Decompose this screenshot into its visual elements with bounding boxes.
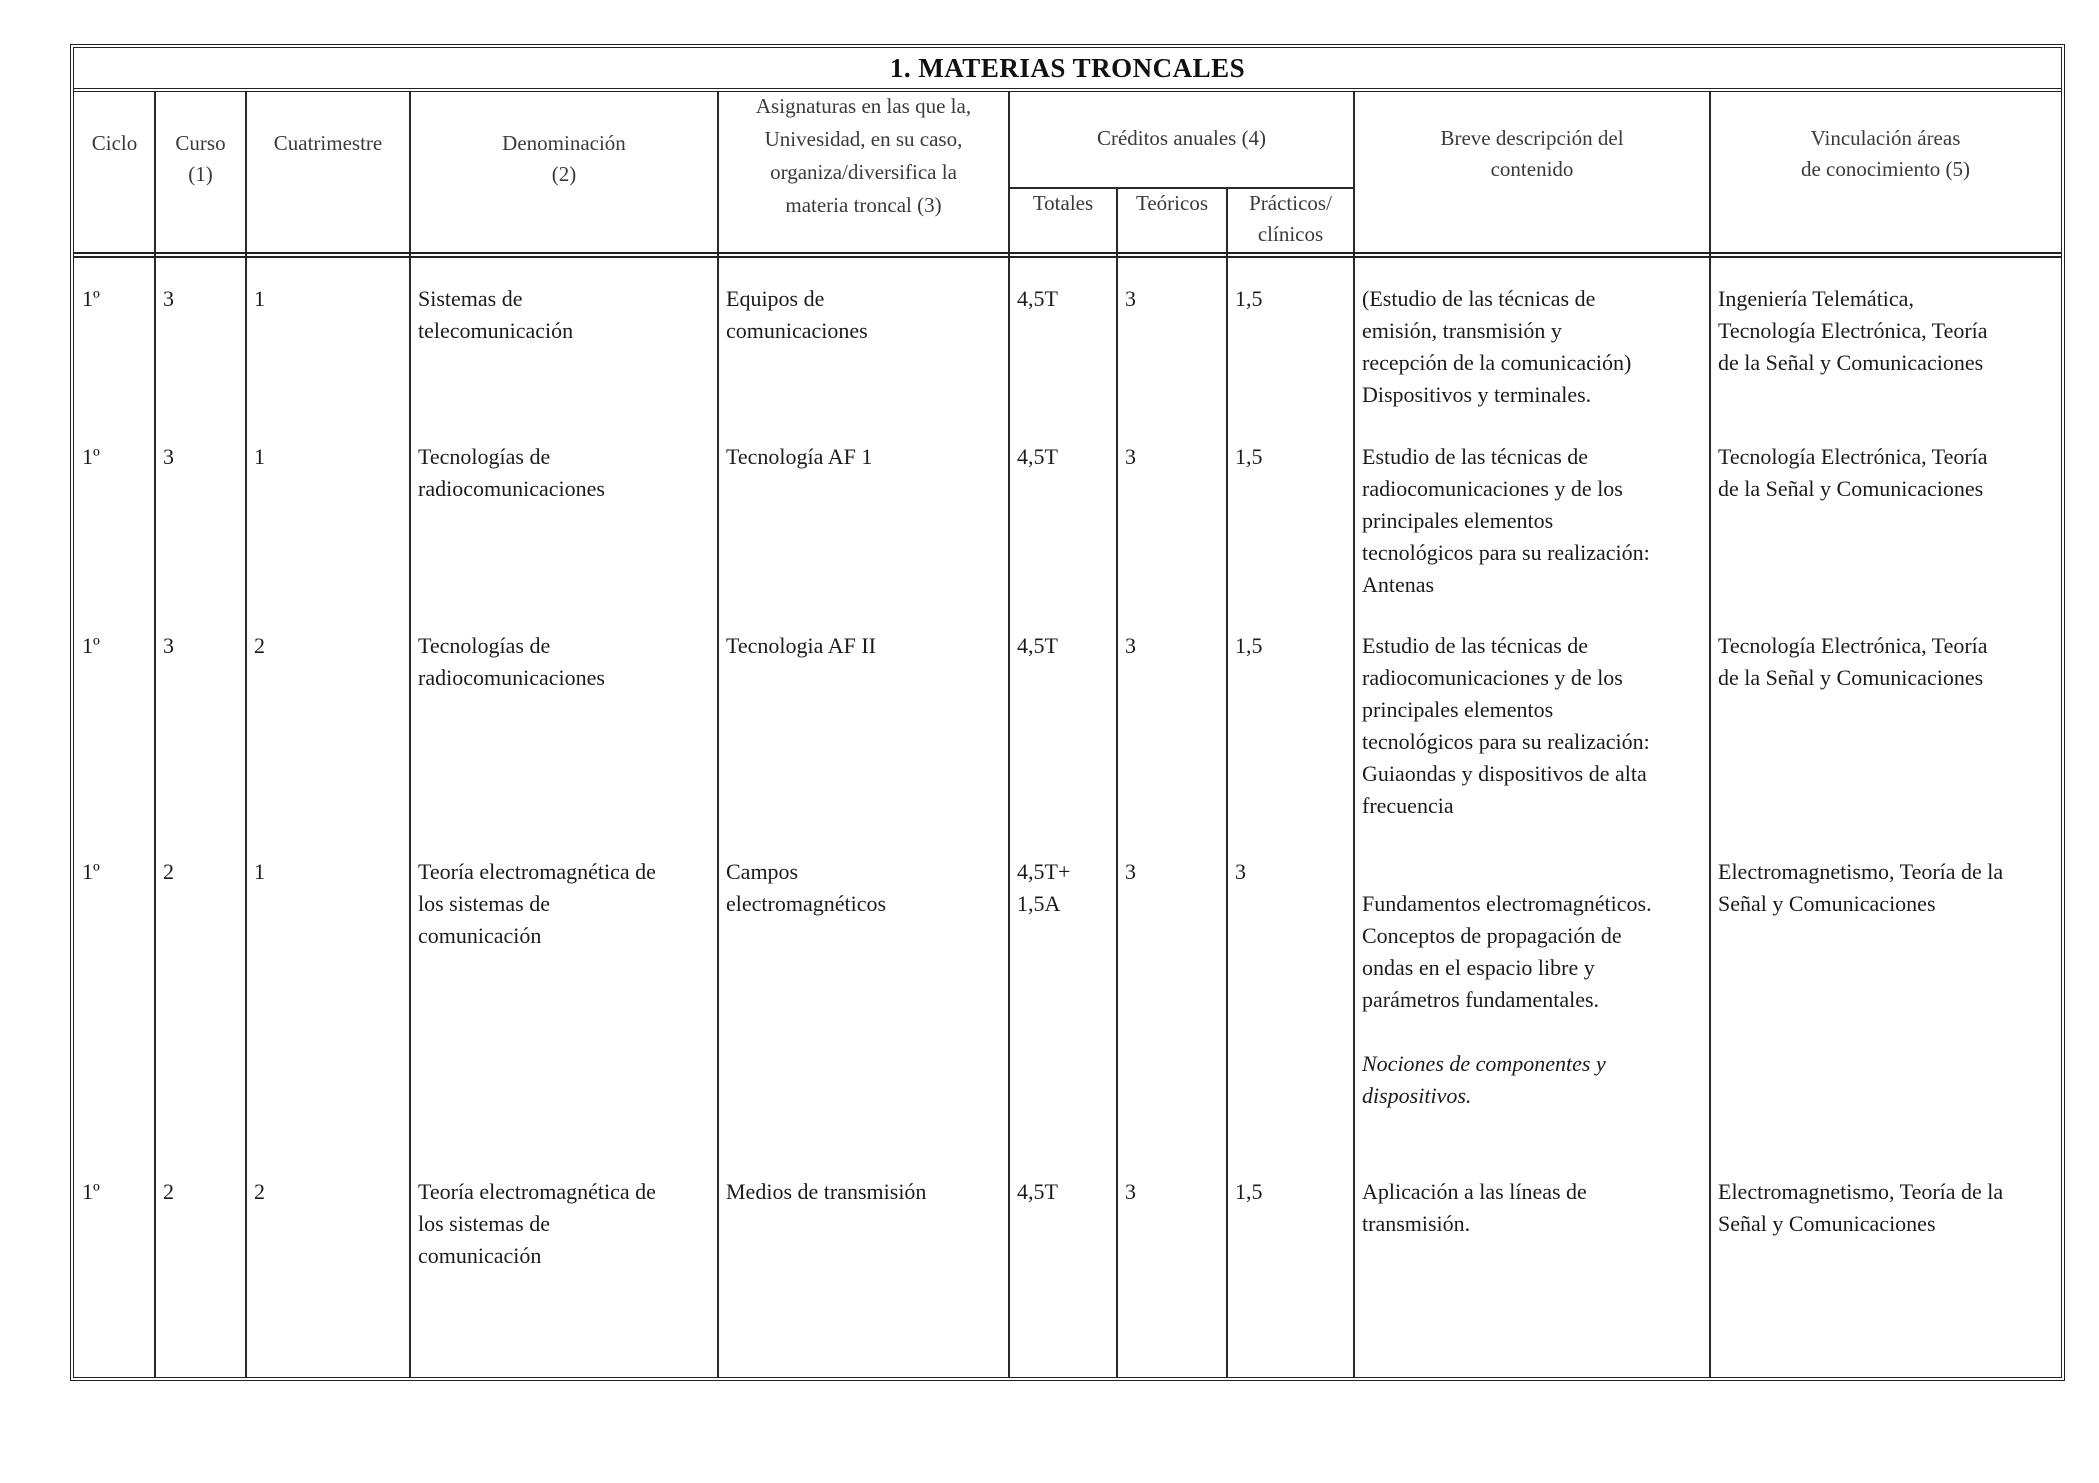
header-cuatrimestre: Cuatrimestre [273, 131, 383, 155]
cell-vinculacion: Electromagnetismo, Teoría de la Señal y Comunicaciones [1718, 859, 2004, 916]
table-row [74, 283, 2061, 441]
cell-ciclo: 1º [82, 633, 100, 658]
cell-ciclo: 1º [82, 859, 100, 884]
cell-descripcion: (Estudio de las técnicas de emisión, transmisión y recepción de la comunicación) Dispositivos y terminales. [1362, 286, 1632, 407]
table-title: 1. MATERIAS TRONCALES [74, 48, 2061, 92]
cell-teoricos: 3 [1125, 633, 1136, 658]
header-separator [74, 252, 2061, 258]
cell-denominacion: Teoría electromagnética de los sistemas de comunicación [418, 859, 656, 948]
cell-vinculacion: Tecnología Electrónica, Teoría de la Señal y Comunicaciones [1718, 633, 1988, 690]
cell-curso: 3 [163, 444, 174, 469]
cell-teoricos: 3 [1125, 859, 1136, 884]
cell-practicos: 1,5 [1235, 444, 1263, 469]
cell-descripcion: Aplicación a las líneas de transmisión. [1362, 1179, 1587, 1236]
header-curso: Curso (1) [175, 131, 226, 186]
cell-teoricos: 3 [1125, 1179, 1136, 1204]
cell-asignatura: Campos electromagnéticos [726, 859, 887, 916]
header-vinculacion: Vinculación áreas de conocimiento (5) [1800, 126, 1971, 181]
cell-denominacion: Tecnologías de radiocomunicaciones [418, 633, 605, 690]
header-creditos: Créditos anuales (4) [1096, 126, 1267, 150]
materias-troncales-table [70, 44, 2065, 1381]
cell-vinculacion: Tecnología Electrónica, Teoría de la Señal y Comunicaciones [1718, 444, 1988, 501]
cell-cuatrimestre: 1 [254, 859, 265, 884]
header-practicos: Prácticos/ clínicos [1249, 191, 1332, 246]
table-row [74, 441, 2061, 630]
cell-curso: 2 [163, 859, 174, 884]
cell-totales: 4,5T [1017, 633, 1058, 658]
cell-asignatura: Medios de transmisión [726, 1179, 927, 1204]
cell-denominacion: Tecnologías de radiocomunicaciones [418, 444, 605, 501]
table-row [74, 1176, 2061, 1377]
cell-cuatrimestre: 1 [254, 286, 265, 311]
header-ciclo: Ciclo [91, 131, 138, 155]
cell-curso: 2 [163, 1179, 174, 1204]
descripcion-text: Fundamentos electromagnéticos. Conceptos de propagación de ondas en el espacio libre y parámetros fundamentales. [1362, 891, 1652, 1012]
cell-totales: 4,5T [1017, 1179, 1058, 1204]
cell-practicos: 1,5 [1235, 633, 1263, 658]
cell-asignatura: Tecnología AF 1 [726, 444, 873, 469]
cell-asignatura: Tecnologia AF II [726, 633, 876, 658]
cell-descripcion [1354, 856, 1710, 1144]
cell-ciclo: 1º [82, 444, 100, 469]
cell-denominacion: Teoría electromagnética de los sistemas de comunicación [418, 1179, 656, 1268]
cell-practicos: 1,5 [1235, 286, 1263, 311]
cell-vinculacion: Ingeniería Telemática, Tecnología Electrónica, Teoría de la Señal y Comunicaciones [1718, 286, 1988, 375]
cell-curso: 3 [163, 286, 174, 311]
cell-cuatrimestre: 1 [254, 444, 265, 469]
cell-denominacion: Sistemas de telecomunicación [418, 286, 574, 343]
cell-vinculacion: Electromagnetismo, Teoría de la Señal y Comunicaciones [1718, 1179, 2004, 1236]
cell-totales: 4,5T [1017, 444, 1058, 469]
header-totales: Totales [1032, 191, 1094, 215]
cell-cuatrimestre: 2 [254, 633, 265, 658]
header-asignaturas: Asignaturas en las que la, Univesidad, en su caso, organiza/diversifica la materia troncal (3) [755, 94, 972, 217]
cell-practicos: 1,5 [1235, 1179, 1263, 1204]
cell-cuatrimestre: 2 [254, 1179, 265, 1204]
cell-ciclo: 1º [82, 286, 100, 311]
cell-practicos: 3 [1235, 859, 1246, 884]
cell-ciclo: 1º [82, 1179, 100, 1204]
cell-asignatura: Equipos de comunicaciones [726, 286, 868, 343]
table-row [74, 630, 2061, 856]
cell-totales: 4,5T+ 1,5A [1017, 859, 1071, 916]
cell-totales: 4,5T [1017, 286, 1058, 311]
header-teoricos: Teóricos [1135, 191, 1208, 215]
descripcion-italic-text: Nociones de componentes y dispositivos. [1362, 1051, 1606, 1108]
header-denominacion: Denominación (2) [502, 131, 626, 186]
cell-teoricos: 3 [1125, 444, 1136, 469]
table-row [74, 856, 2061, 1176]
cell-curso: 3 [163, 633, 174, 658]
header-descripcion: Breve descripción del contenido [1440, 126, 1624, 181]
cell-descripcion: Estudio de las técnicas de radiocomunicaciones y de los principales elementos tecnológicos para su realización: Guiaondas y dispositivos de alta frecuencia [1362, 633, 1650, 818]
cell-descripcion: Estudio de las técnicas de radiocomunicaciones y de los principales elementos tecnológicos para su realización: Antenas [1362, 444, 1650, 597]
cell-teoricos: 3 [1125, 286, 1136, 311]
